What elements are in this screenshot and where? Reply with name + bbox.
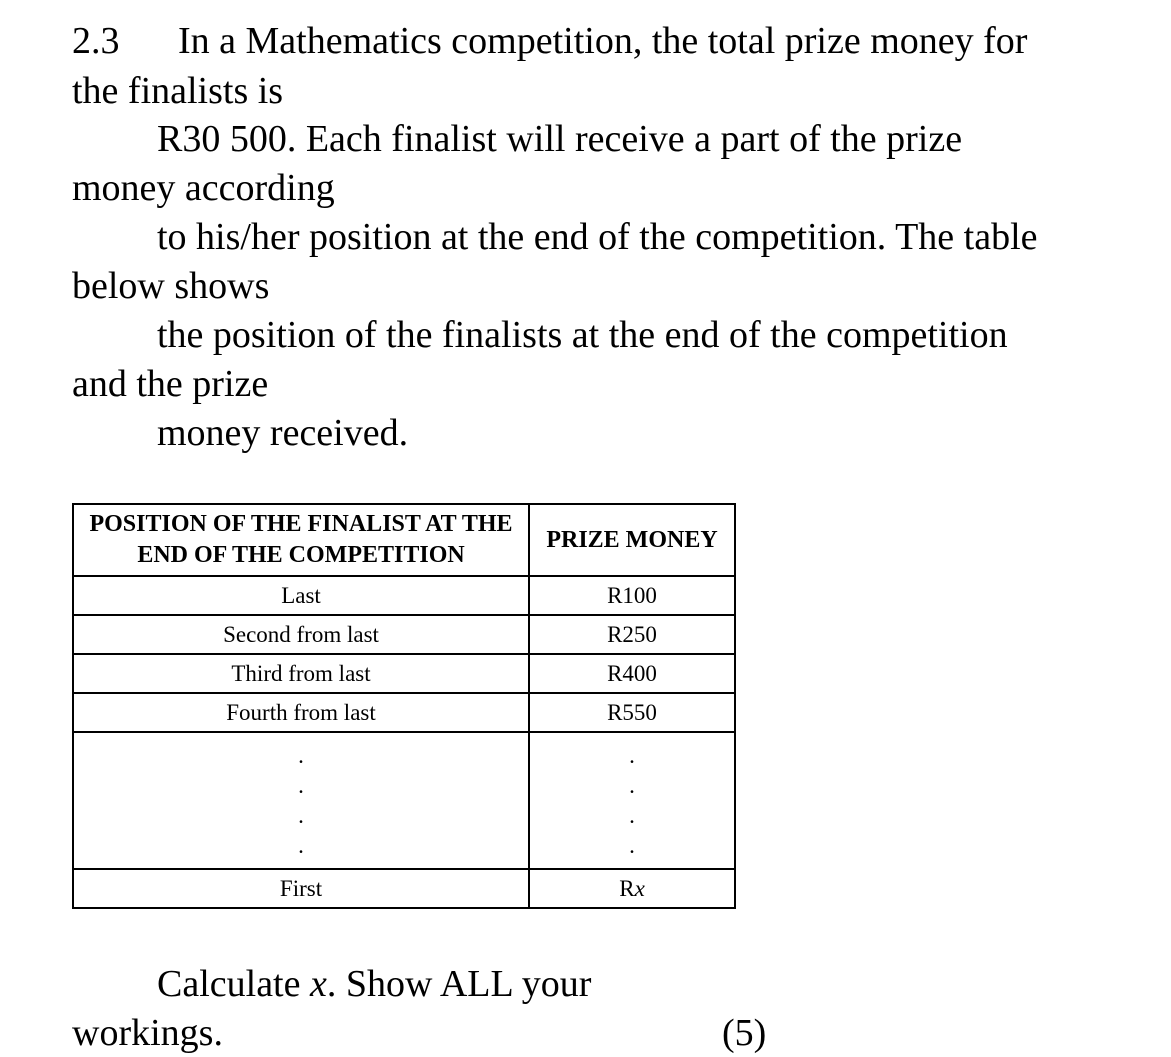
question-line-1: In a Mathematics competition, the total prize money for (178, 20, 1028, 62)
prize-cell: R100 (529, 576, 735, 615)
position-cell: Second from last (73, 615, 529, 654)
variable-x: x (309, 963, 327, 1005)
question-number: 2.3 (72, 20, 120, 62)
prize-cell-unknown: Rx (529, 869, 735, 908)
question-line-7: the position of the finalists at the end of the competition (157, 314, 1008, 356)
prize-cell: R400 (529, 654, 735, 693)
instruction-line-2: workings. (72, 1012, 223, 1054)
instruction-line-1: Calculate x. Show ALL your (157, 963, 592, 1005)
question-line-6: below shows (72, 265, 270, 307)
prize-table (72, 503, 736, 909)
ellipsis-row (73, 732, 735, 869)
position-ellipsis-cell (73, 732, 529, 869)
prize-cell: R250 (529, 615, 735, 654)
question-line-5: to his/her position at the end of the competition. The table (157, 216, 1038, 258)
marks-allocation: (5) (722, 1012, 767, 1054)
question-line-4: money according (72, 167, 335, 209)
question-line-2: the finalists is (72, 70, 284, 112)
header-position: POSITION OF THE FINALIST AT THE END OF THE COMPETITION (73, 504, 529, 576)
question-line-3: R30 500. Each finalist will receive a part of the prize (157, 118, 963, 160)
question-line-9: money received. (157, 412, 409, 454)
position-cell: First (73, 869, 529, 908)
position-cell: Fourth from last (73, 693, 529, 732)
table-row (73, 615, 735, 654)
prize-ellipsis-cell (529, 732, 735, 869)
question-line-8: and the prize (72, 363, 269, 405)
table-row (73, 654, 735, 693)
table-row-first (73, 869, 735, 908)
table-header-row (73, 504, 735, 576)
position-cell: Last (73, 576, 529, 615)
header-prize-money: PRIZE MONEY (529, 504, 735, 576)
table-row (73, 576, 735, 615)
prize-cell: R550 (529, 693, 735, 732)
table-row (73, 693, 735, 732)
position-cell: Third from last (73, 654, 529, 693)
vertical-ellipsis: . . . . (298, 742, 304, 858)
vertical-ellipsis: . . . . (629, 742, 635, 858)
